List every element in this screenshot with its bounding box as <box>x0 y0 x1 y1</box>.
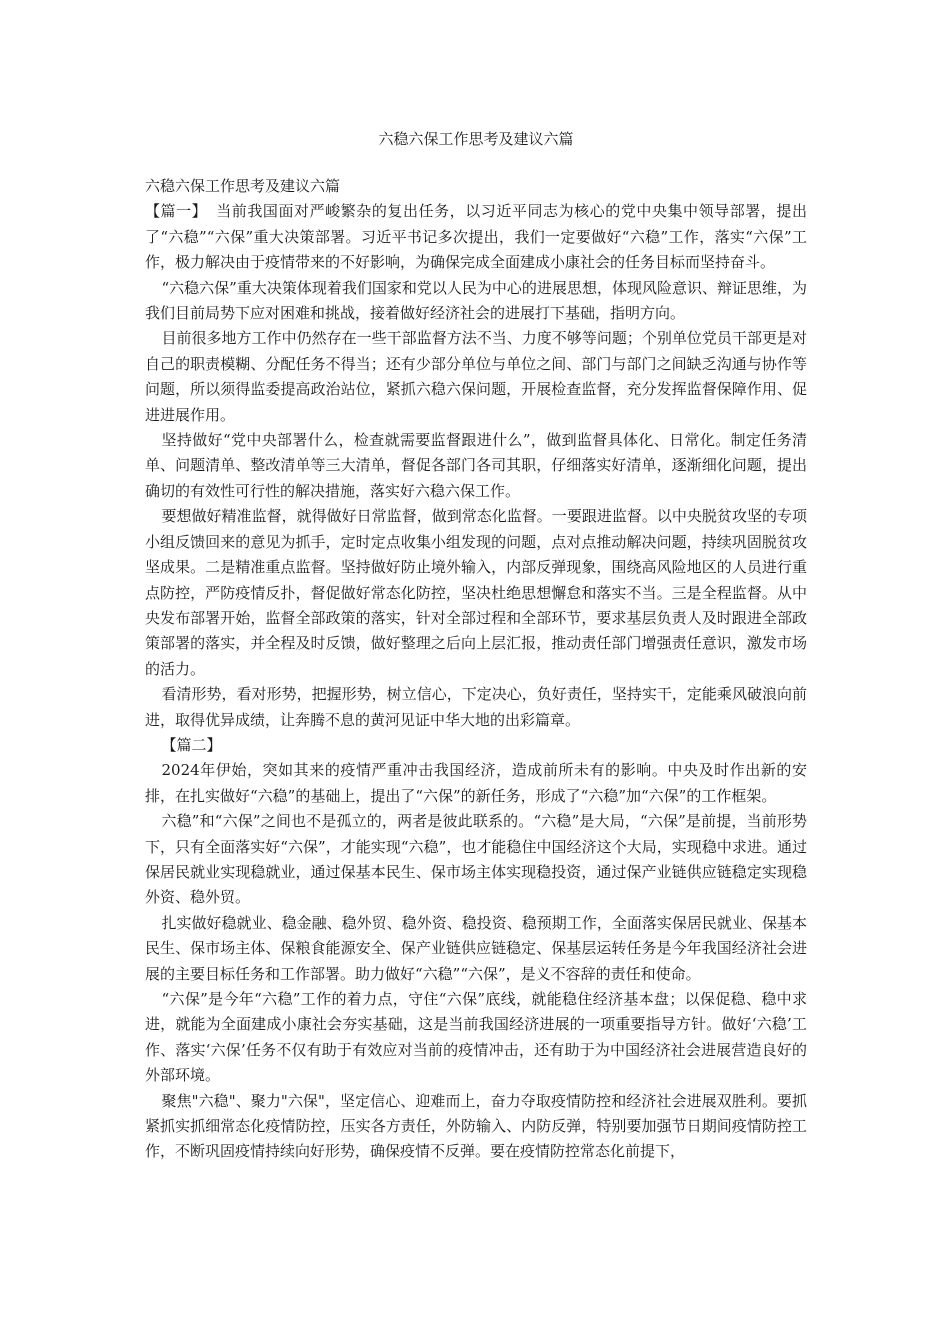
section2-paragraph-3: 扎实做好稳就业、稳金融、稳外贸、稳外资、稳投资、稳预期工作，全面落实保居民就业、保基本民生、保市场主体、保粮食能源安全、保产业链供应链稳定、保基层运转任务是今年我国经济社会进展的主要目标任务和工作部署。助力做好“六稳”“六保”，是义不容辞的责任和使命。 <box>145 913 807 983</box>
section1-intro-text: 当前我国面对严峻繁杂的复出任务，以习近平同志为核心的党中央集中领导部署，提出了“六稳”“六保”重大决策部署。习近平书记多次提出，我们一定要做好“六稳”工作，落实“六保”工作，极力解决由于疫情带来的不好影响，为确保完成全面建成小康社会的任务目标而坚持奋斗。 <box>145 202 807 272</box>
section1-paragraph-1: “六稳六保”重大决策体现着我们国家和党以人民为中心的进展思想，体现风险意识、辩证思维，为我们目前局势下应对困难和挑战，接着做好经济社会的进展打下基础，指明方向。 <box>145 278 807 323</box>
section1-paragraph-4: 要想做好精准监督，就得做好日常监督，做到常态化监督。一要跟进监督。以中央脱贫攻坚的专项小组反馈回来的意见为抓手，定时定点收集小组发现的问题，点对点推动解决问题，持续巩固脱贫攻坚成果。二是精准重点监督。坚持做好防止境外输入，内部反弹现象，围绕高风险地区的人员进行重点防控，严防疫情反扑，督促做好常态化防控，坚决杜绝思想懈怠和落实不当。三是全程监督。从中央发布部署开始，监督全部政策的落实，针对全部过程和全部环节，要求基层负责人及时跟进全部政策部署的落实，并全程及时反馈，做好整理之后向上层汇报，推动责任部门增强责任意识，激发市场的活力。 <box>145 507 807 678</box>
section1-paragraph-3: 坚持做好“党中央部署什么，检查就需要监督跟进什么”，做到监督具体化、日常化。制定任务清单、问题清单、整改清单等三大清单，督促各部门各司其职，仔细落实好清单，逐渐细化问题，提出确切的有效性可行性的解决措施，落实好六稳六保工作。 <box>145 431 807 500</box>
document-subtitle: 六稳六保工作思考及建议六篇 <box>145 177 341 195</box>
section2-paragraph-5: 聚焦"六稳"、聚力"六保"，坚定信心、迎难而上，奋力夺取疫情防控和经济社会进展双胜利。要抓紧抓实抓细常态化疫情防控，压实各方责任，外防输入、内防反弹，特别要加强节日期间疫情防控工作，不断巩固疫情持续向好形势，确保疫情不反弹。要在疫情防控常态化前提下， <box>145 1091 807 1161</box>
section1-paragraph-5: 看清形势，看对形势，把握形势，树立信心，下定决心，负好责任，坚持实干，定能乘风破浪向前进，取得优异成绩，让奔腾不息的黄河见证中华大地的出彩篇章。 <box>145 685 807 729</box>
section1-paragraph-2: 目前很多地方工作中仍然存在一些干部监督方法不当、力度不够等问题；个别单位党员干部更是对自己的职责模糊、分配任务不得当；还有少部分单位与单位之间、部门与部门之间缺乏沟通与协作等问题，所以须得监委提高政治站位，紧抓六稳六保问题，开展检查监督，充分发挥监督保障作用、促进进展作用。 <box>145 329 807 424</box>
section2-paragraph-1: 2024年伊始，突如其来的疫情严重冲击我国经济，造成前所未有的影响。中央及时作出新的安排，在扎实做好“六稳”的基础上，提出了“六保”的新任务，形成了“六稳”加“六保”的工作框架。 <box>145 761 807 805</box>
document-title: 六稳六保工作思考及建议六篇 <box>378 130 574 148</box>
section1-tag: 【篇一】 <box>145 202 208 221</box>
section1-intro-paragraph <box>145 199 807 275</box>
document-body <box>145 174 807 1165</box>
section2-paragraph-4: “六保”是今年“六稳”工作的着力点，守住“六保”底线，就能稳住经济基本盘；以保促稳、稳中求进，就能为全面建成小康社会夯实基础，这是当前我国经济进展的一项重要指导方针。做好‘六稳’工作、落实‘六保’任务不仅有助于有效应对当前的疫情冲击，还有助于为中国经济社会进展营造良好的外部环境。 <box>145 990 807 1085</box>
section2-paragraph-2: 六稳”和“六保”之间也不是孤立的，两者是彼此联系的。“六稳”是大局，“六保”是前提，当前形势下，只有全面落实好“六保”，才能实现“六稳”，也才能稳住中国经济这个大局，实现稳中求进。通过保居民就业实现稳就业，通过保基本民生、保市场主体实现稳投资，通过保产业链供应链稳定实现稳外资、稳外贸。 <box>145 812 807 907</box>
section2-tag: 【篇二】 <box>161 735 222 754</box>
